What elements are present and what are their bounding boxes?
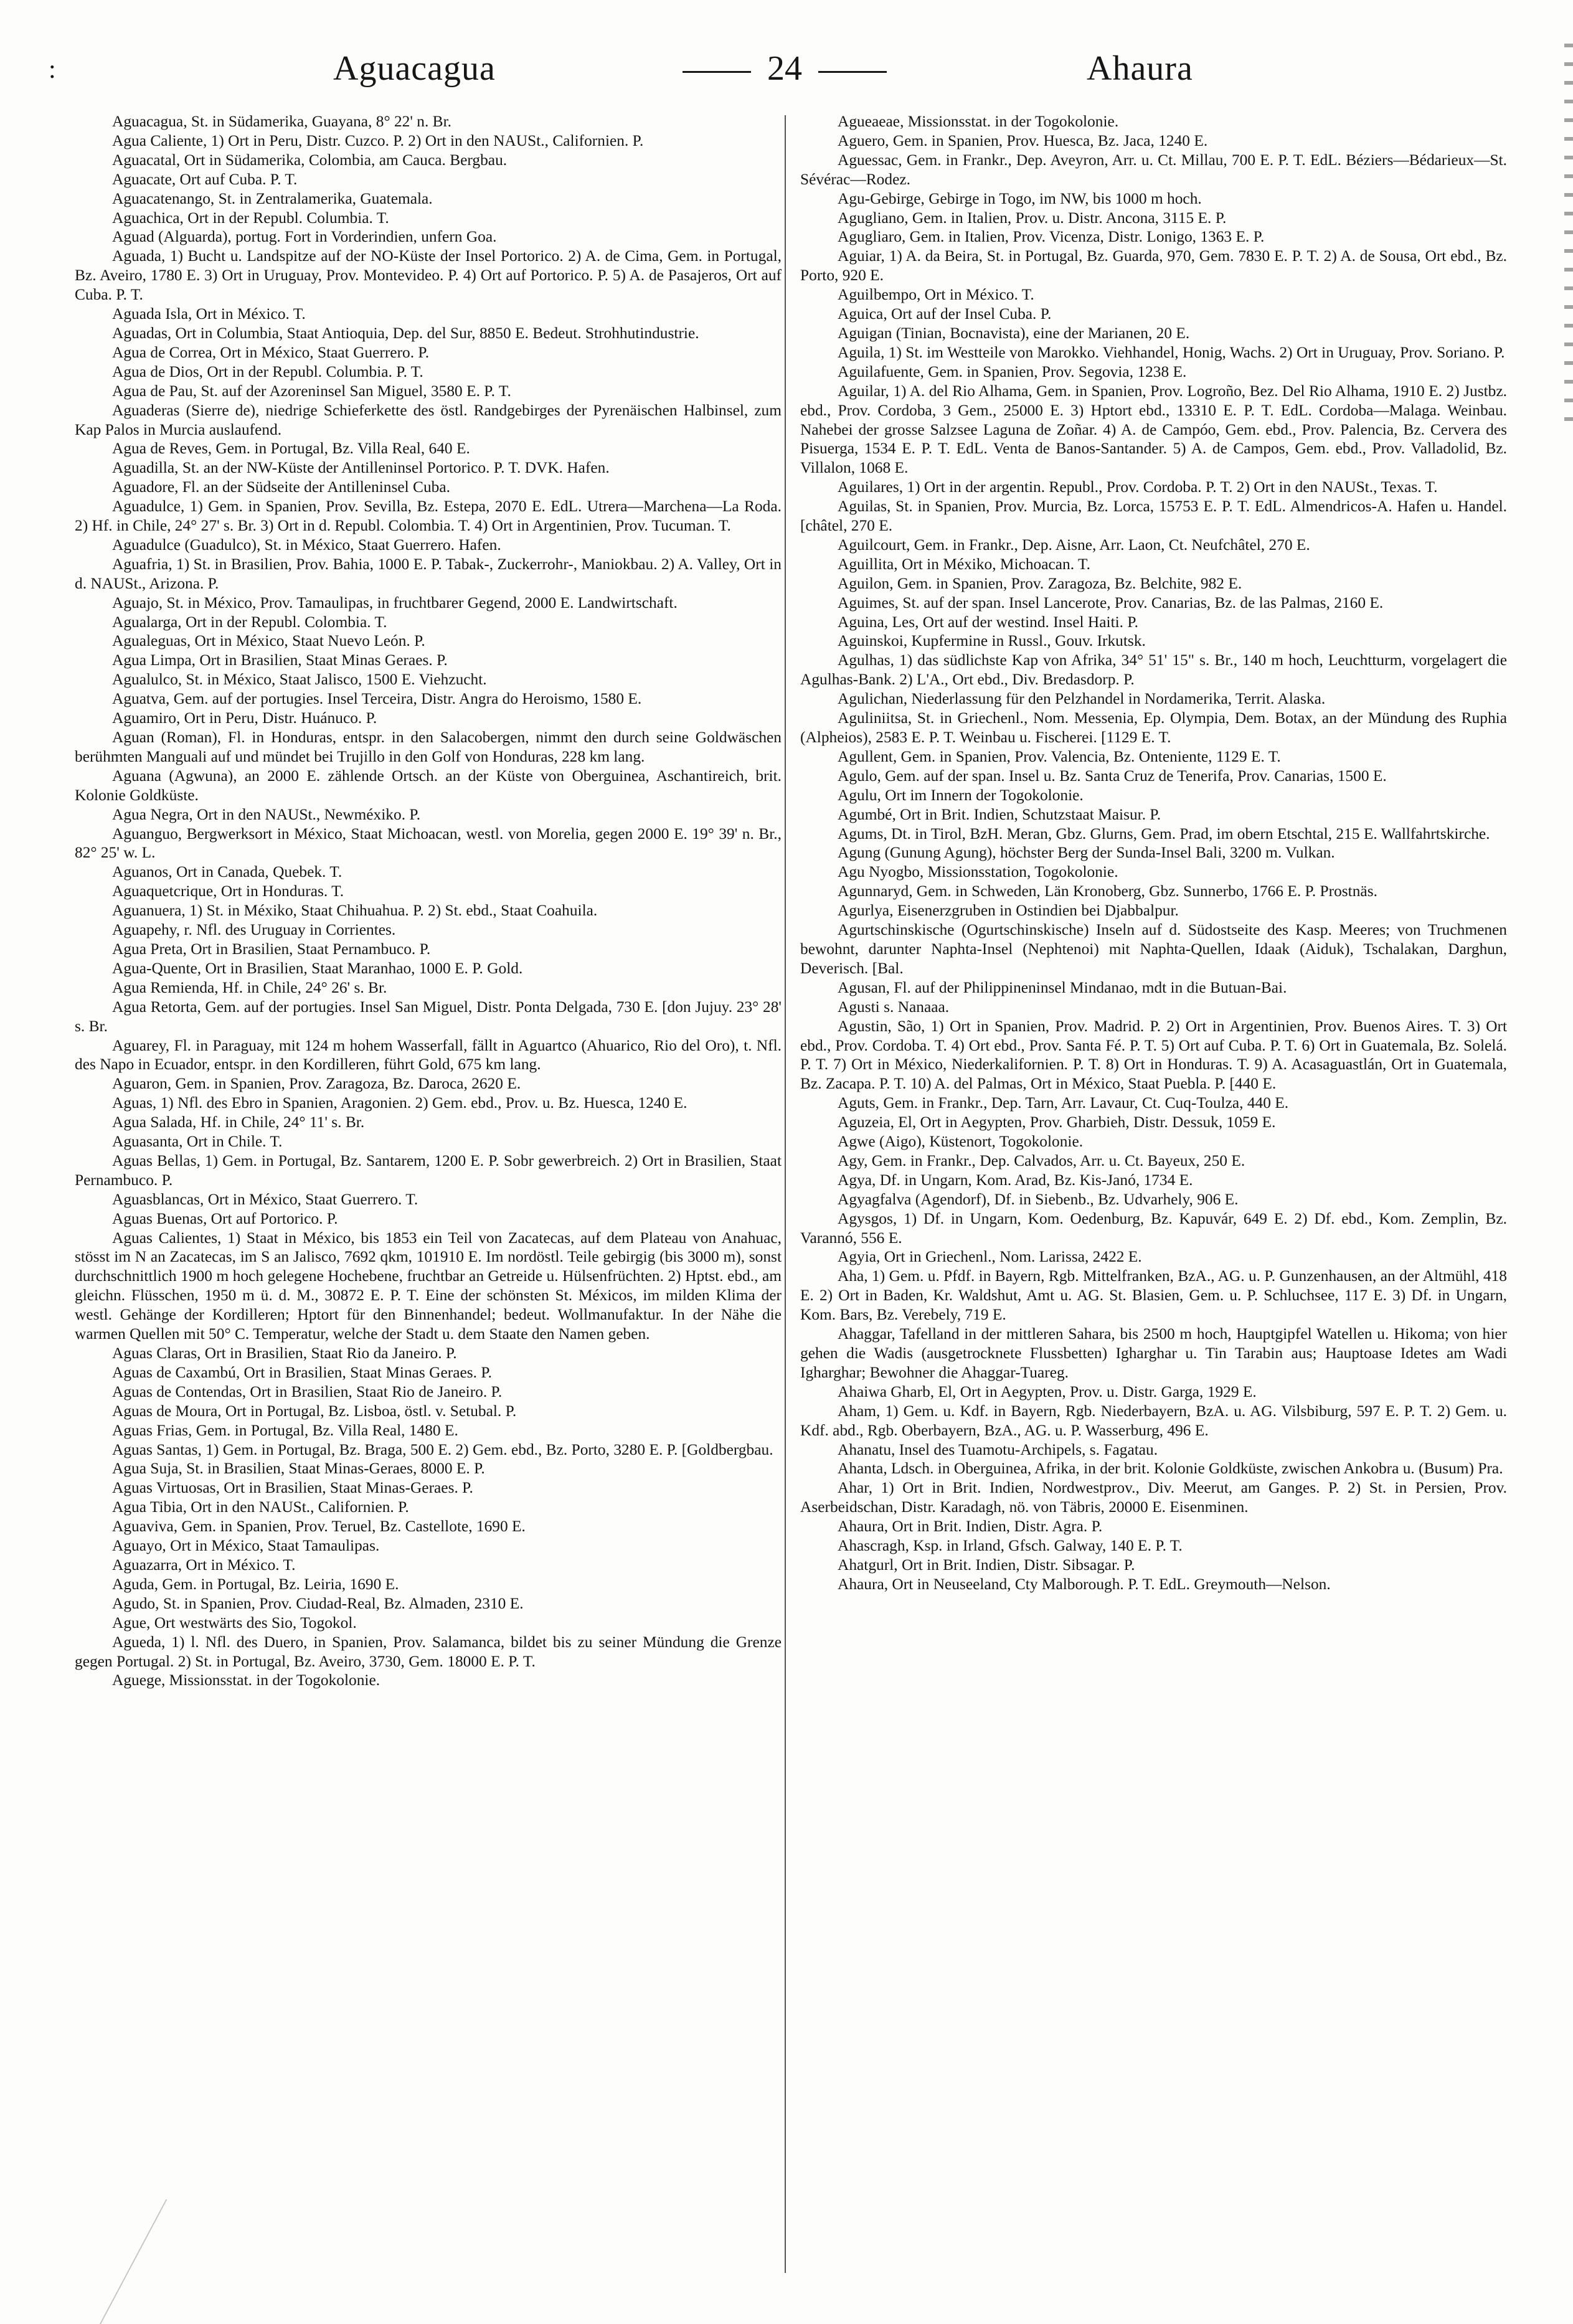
dictionary-entry: Aguas de Contendas, Ort in Brasilien, Staat Rio de Janeiro. P. — [112, 1382, 503, 1401]
dictionary-entry: Aguanos, Ort in Canada, Quebek. T. — [112, 863, 342, 881]
dictionary-entry: Aguila, 1) St. im Westteile von Marokko. Viehhandel, Honig, Wachs. 2) Ort in Uruguay, Prov. Soriano. P. — [838, 343, 1505, 361]
dictionary-entry: Aguillita, Ort in Méxiko, Michoacan. T. — [838, 555, 1090, 573]
dictionary-entry: Agua de Pau, St. auf der Azoreninsel San Miguel, 3580 E. P. T. — [112, 382, 511, 400]
dictionary-entry: Aham, 1) Gem. u. Kdf. in Bayern, Rgb. Niederbayern, BzA. u. AG. Vilsbiburg, 597 E. P. T. 2) Gem. u. Kdf. abd., Rgb. Oberbayern, BzA., AG. u. P. Wasserburg, 496 E. — [800, 1402, 1507, 1439]
dictionary-entry: Aguasanta, Ort in Chile. T. — [112, 1133, 283, 1151]
dictionary-entry: Agualulco, St. in México, Staat Jalisco, 1500 E. Viehzucht. — [112, 671, 487, 689]
dictionary-entry: Aguatva, Gem. auf der portugies. Insel Terceira, Distr. Angra do Heroismo, 1580 E. — [112, 690, 642, 708]
dictionary-entry: Aguadas, Ort in Columbia, Staat Antioquia, Dep. del Sur, 8850 E. Bedeut. Strohhutindustrie. — [112, 324, 699, 342]
dictionary-entry: Agustin, São, 1) Ort in Spanien, Prov. Madrid. P. 2) Ort in Argentinien, Prov. Buenos Aires. T. 3) Ort ebd., Prov. Cordoba. T. 4) Ort ebd., Prov. Santa Fé. P. T. 5) Ort auf Cuba. P. T. 6) Ort in Guatemala, Bz. Solelá. P. T. 7) Ort in México, Niederkalifornien. P. T. 8) Ort in Honduras. T. 9) A. Acasaguastlán, Ort in Guatemala, Bz. Zacapa. P. T. 10) A. del Palmas, Ort in México, Staat Puebla. P. [440 E. — [800, 1017, 1507, 1093]
dictionary-entry: Aguadore, Fl. an der Südseite der Antilleninsel Cuba. — [112, 478, 450, 496]
dictionary-entry: Aguaviva, Gem. in Spanien, Prov. Teruel, Bz. Castellote, 1690 E. — [112, 1518, 526, 1536]
dictionary-entry: Aguda, Gem. in Portugal, Bz. Leiria, 1690 E. — [112, 1575, 399, 1593]
dictionary-entry: Aguas, 1) Nfl. des Ebro in Spanien, Aragonien. 2) Gem. ebd., Prov. u. Bz. Huesca, 1240 E. — [112, 1094, 687, 1112]
dictionary-entry: Agu-Gebirge, Gebirge in Togo, im NW, bis 1000 m hoch. — [838, 189, 1202, 207]
dictionary-entry: Ahascragh, Ksp. in Irland, Gfsch. Galway, 140 E. P. T. — [838, 1537, 1183, 1555]
dictionary-entry: Aguts, Gem. in Frankr., Dep. Tarn, Arr. Lavaur, Ct. Cuq-Toulza, 440 E. — [838, 1094, 1289, 1112]
dictionary-entry: Agua de Correa, Ort in México, Staat Guerrero. P. — [112, 343, 430, 361]
page-edge-shadow — [1564, 44, 1573, 430]
dictionary-entry: Aguessac, Gem. in Frankr., Dep. Aveyron, Arr. u. Ct. Millau, 700 E. P. T. EdL. Béziers—Bédarieux—St. Sévérac—Rodez. — [800, 151, 1507, 188]
right-column — [800, 112, 1507, 1594]
dictionary-entry: Aguadulce (Guadulco), St. in México, Staat Guerrero. Hafen. — [112, 536, 501, 554]
dictionary-entry: Agusti s. Nanaaa. — [838, 998, 950, 1016]
dictionary-entry: Agurlya, Eisenerzgruben in Ostindien bei Djabbalpur. — [838, 902, 1179, 920]
dictionary-entry: Aguilares, 1) Ort in der argentin. Republ., Prov. Cordoba. P. T. 2) Ort in den NAUSt., Texas. T. — [838, 478, 1438, 496]
dictionary-entry: Agullent, Gem. in Spanien, Prov. Valencia, Bz. Onteniente, 1129 E. T. — [838, 747, 1281, 765]
dictionary-entry: Agulo, Gem. auf der span. Insel u. Bz. Santa Cruz de Tenerifa, Prov. Canarias, 1500 E. — [838, 767, 1387, 785]
dictionary-entry: Aguimes, St. auf der span. Insel Lancerote, Prov. Canarias, Bz. de las Palmas, 2160 E. — [838, 593, 1384, 612]
dictionary-entry: Agumbé, Ort in Brit. Indien, Schutzstaat Maisur. P. — [838, 805, 1161, 823]
dictionary-entry: Agung (Gunung Agung), höchster Berg der Sunda-Insel Bali, 3200 m. Vulkan. — [838, 844, 1335, 862]
dictionary-entry: Aguada, 1) Bucht u. Landspitze auf der NO-Küste der Insel Portorico. 2) A. de Cima, Gem. in Portugal, Bz. Aveiro, 1780 E. 3) Ort in Uruguay, Prov. Montevideo. P. 4) Ort auf Portorico. P. 5) A. de Pasajeros, Ort auf Cuba. P. T. — [75, 247, 782, 304]
dictionary-entry: Agua Retorta, Gem. auf der portugies. Insel San Miguel, Distr. Ponta Delgada, 730 E. [don Jujuy. 23° 28' s. Br. — [75, 998, 782, 1035]
dictionary-entry: Agulichan, Niederlassung für den Pelzhandel in Nordamerika, Territ. Alaska. — [838, 690, 1326, 708]
header-rule-left — [683, 71, 751, 73]
column-divider — [785, 115, 786, 2273]
dictionary-entry: Aguica, Ort auf der Insel Cuba. P. — [838, 305, 1052, 323]
dictionary-entry: Agua de Dios, Ort in der Republ. Columbia. P. T. — [112, 362, 423, 380]
dictionary-entry: Aguina, Les, Ort auf der westind. Insel Haiti. P. — [838, 613, 1139, 631]
dictionary-entry: Agueda, 1) l. Nfl. des Duero, in Spanien, Prov. Salamanca, bildet bis zu seiner Mündung die Grenze gegen Portugal. 2) St. in Portugal, Bz. Aveiro, 3730, Gem. 18000 E. P. T. — [75, 1633, 782, 1670]
left-column — [75, 112, 782, 1690]
dictionary-entry: Aguiar, 1) A. da Beira, St. in Portugal, Bz. Guarda, 970, Gem. 7830 E. P. T. 2) A. de Sousa, Ort ebd., Bz. Porto, 920 E. — [800, 247, 1507, 285]
dictionary-entry: Aguada Isla, Ort in México. T. — [112, 305, 306, 323]
dictionary-entry: Aguacagua, St. in Südamerika, Guayana, 8° 22' n. Br. — [112, 113, 451, 130]
dictionary-entry: Ahatgurl, Ort in Brit. Indien, Distr. Sibsagar. P. — [838, 1556, 1135, 1574]
dictionary-entry: Aguinskoi, Kupfermine in Russl., Gouv. Irkutsk. — [838, 632, 1146, 650]
dictionary-entry: Agyia, Ort in Griechenl., Nom. Larissa, 2422 E. — [838, 1248, 1142, 1266]
dictionary-entry: Aguas Buenas, Ort auf Portorico. P. — [112, 1209, 338, 1227]
dictionary-entry: Aguaron, Gem. in Spanien, Prov. Zaragoza, Bz. Daroca, 2620 E. — [112, 1075, 521, 1093]
dictionary-entry: Aguas Frias, Gem. in Portugal, Bz. Villa Real, 1480 E. — [112, 1421, 458, 1439]
dictionary-entry: Agwe (Aigo), Küstenort, Togokolonie. — [838, 1133, 1084, 1151]
dictionary-entry: Ahaggar, Tafelland in der mittleren Sahara, bis 2500 m hoch, Hauptgipfel Watellen u. Hikoma; von hier gehen die Wadis (ausgetrocknete Flussbetten) Igharghar u. Tin Tarabin aus; Hauptoase Idetes am Wadi Igharghar; Bewohner die Ahaggar-Tuareg. — [800, 1325, 1507, 1381]
dictionary-entry: Agums, Dt. in Tirol, BzH. Meran, Gbz. Glurns, Gem. Prad, im obern Etschtal, 215 E. Wallfahrtskirche. — [838, 824, 1490, 843]
dictionary-entry: Aguilbempo, Ort in México. T. — [838, 286, 1034, 304]
running-head-first-entry: Aguacagua — [333, 49, 496, 88]
dictionary-entry: Ahar, 1) Ort in Brit. Indien, Nordwestprov., Div. Meerut, am Ganges. P. 2) St. in Persien, Prov. Aserbeidschan, Distr. Karadagh, nö. von Täbris, 20000 E. Eisenminen. — [800, 1479, 1507, 1516]
dictionary-entry: Agueaeae, Missionsstat. in der Togokolonie. — [838, 113, 1119, 130]
dictionary-entry: Agulhas, 1) das südlichste Kap von Afrika, 34° 51' 15" s. Br., 140 m hoch, Leuchtturm, vorgelagert die Agulhas-Bank. 2) L'A., Ort ebd., Div. Bredasdorp. P. — [800, 651, 1507, 689]
dictionary-entry: Aguzeia, El, Ort in Aegypten, Prov. Gharbieh, Distr. Dessuk, 1059 E. — [838, 1113, 1276, 1131]
dictionary-entry: Aguas Bellas, 1) Gem. in Portugal, Bz. Santarem, 1200 E. P. Sobr gewerbreich. 2) Ort in Brasilien, Staat Pernambuco. P. — [75, 1151, 782, 1189]
page-number: 24 — [767, 49, 802, 88]
dictionary-entry: Aguapehy, r. Nfl. des Uruguay in Corrientes. — [112, 921, 396, 939]
dictionary-entry: Aguad (Alguarda), portug. Fort in Vorderindien, unfern Goa. — [112, 228, 497, 246]
dictionary-entry: Aguarey, Fl. in Paraguay, mit 124 m hohem Wasserfall, fällt in Aguartco (Ahuarico, Rio del Oro), t. Nfl. des Napo in Ecuador, entspr. in den Kordilleren, führt Gold, 675 km lang. — [75, 1036, 782, 1074]
dictionary-entry: Aguanguo, Bergwerksort in México, Staat Michoacan, westl. von Morelia, gegen 2000 E. 19° 39' n. Br., 82° 25' w. L. — [75, 824, 782, 862]
page-number-block — [660, 49, 909, 88]
dictionary-entry: Agua Limpa, Ort in Brasilien, Staat Minas Geraes. P. — [112, 651, 448, 669]
dictionary-entry: Aha, 1) Gem. u. Pfdf. in Bayern, Rgb. Mittelfranken, BzA., AG. u. P. Gunzenhausen, an der Altmühl, 418 E. 2) Ort in Baden, Kr. Waldshut, Amt u. AG. St. Blasien, Gem. u. P. Schluchsee, 117 E. 3) Df. in Ungarn, Kom. Bars, Bz. Verebely, 719 E. — [800, 1267, 1507, 1324]
dictionary-entry: Aguilcourt, Gem. in Frankr., Dep. Aisne, Arr. Laon, Ct. Neufchâtel, 270 E. — [838, 536, 1310, 554]
dictionary-entry: Agy, Gem. in Frankr., Dep. Calvados, Arr. u. Ct. Bayeux, 250 E. — [838, 1151, 1245, 1169]
dictionary-entry: Agya, Df. in Ungarn, Kom. Arad, Bz. Kis-Janó, 1734 E. — [838, 1171, 1193, 1189]
dictionary-entry: Aguacatal, Ort in Südamerika, Colombia, am Cauca. Bergbau. — [112, 151, 508, 169]
dictionary-entry: Aguanuera, 1) St. in Méxiko, Staat Chihuahua. P. 2) St. ebd., Staat Coahuila. — [112, 902, 598, 920]
dictionary-entry: Agulu, Ort im Innern der Togokolonie. — [838, 786, 1084, 804]
dictionary-entry: Aguas Calientes, 1) Staat in México, bis 1853 ein Teil von Zacatecas, auf dem Plateau von Anahuac, stösst im N an Zacatecas, im S an Jalisco, 7692 qkm, 101910 E. Im nordöstl. Teile gebirgig (bis 3000 m), sonst durchschnittlich 1900 m hoch gelegene Hochebene, fruchtbar an Getreide u. Hülsenfrüchten. 2) Hptst. ebd., am gleichn. Flüsschen, 1950 m ü. d. M., 30872 E. P. T. Eine der schönsten St. Méxicos, im milden Klima der westl. Gehänge der Kordilleren; Hptort für den Binnenhandel; bedeut. Wollmanufaktur. In der Nähe die warmen Quellen mit 50° C. Temperatur, welche der Stadt u. dem Staate den Namen geben. — [75, 1229, 782, 1343]
dictionary-entry: Agunnaryd, Gem. in Schweden, Län Kronoberg, Gbz. Sunnerbo, 1766 E. P. Prostnäs. — [838, 882, 1377, 900]
dictionary-entry: Ahaura, Ort in Brit. Indien, Distr. Agra. P. — [838, 1518, 1103, 1536]
dictionary-entry: Aguacatenango, St. in Zentralamerika, Guatemala. — [112, 189, 433, 207]
dictionary-entry: Aguajo, St. in México, Prov. Tamaulipas, in fruchtbarer Gegend, 2000 E. Landwirtschaft. — [112, 593, 678, 612]
page-header — [0, 49, 1573, 98]
margin-mark: : — [49, 55, 56, 84]
dictionary-entry: Agualeguas, Ort in México, Staat Nuevo León. P. — [112, 632, 425, 650]
dictionary-entry: Agurtschinskische (Ogurtschinskische) Inseln auf d. Südostseite des Kasp. Meeres; von Truchmenen bewohnt, darunter Naphta-Insel (Nephtenoi) mit Naphta-Quellen, Idaak (Aiduk), Tschalakan, Darghun, Deverisch. [Bal. — [800, 921, 1507, 977]
dictionary-entry: Agugliaro, Gem. in Italien, Prov. Vicenza, Distr. Lonigo, 1363 E. P. — [838, 228, 1265, 246]
dictionary-entry: Ahanta, Ldsch. in Oberguinea, Afrika, in der brit. Kolonie Goldküste, zwischen Ankobra u. (Busum) Pra. — [838, 1460, 1503, 1478]
dictionary-entry: Ahaiwa Gharb, El, Ort in Aegypten, Prov. u. Distr. Garga, 1929 E. — [838, 1382, 1257, 1401]
dictionary-entry: Aguadulce, 1) Gem. in Spanien, Prov. Sevilla, Bz. Estepa, 2070 E. EdL. Utrera—Marchena—La Roda. 2) Hf. in Chile, 24° 27' s. Br. 3) Ort in d. Republ. Colombia. T. 4) Ort in Argentinien, Prov. Tucuman. T. — [75, 498, 782, 535]
dictionary-entry: Aguaderas (Sierre de), niedrige Schieferkette des östl. Randgebirges der Pyrenäischen Halbinsel, zum Kap Palos in Murcia auslaufend. — [75, 401, 782, 438]
dictionary-entry: Agua Tibia, Ort in den NAUSt., Californien. P. — [112, 1498, 409, 1516]
dictionary-entry: Aguas Claras, Ort in Brasilien, Staat Rio da Janeiro. P. — [112, 1344, 457, 1362]
dictionary-entry: Aguas de Moura, Ort in Portugal, Bz. Lisboa, östl. v. Setubal. P. — [112, 1402, 517, 1420]
dictionary-entry: Aguamiro, Ort in Peru, Distr. Huánuco. P. — [112, 709, 377, 727]
dictionary-entry: Agyagfalva (Agendorf), Df. in Siebenb., Bz. Udvarhely, 906 E. — [838, 1190, 1239, 1208]
dictionary-entry: Agua Preta, Ort in Brasilien, Staat Pernambuco. P. — [112, 940, 431, 958]
dictionary-entry: Agualarga, Ort in der Republ. Colombia. T. — [112, 613, 387, 631]
dictionary-entry: Ahaura, Ort in Neuseeland, Cty Malborough. P. T. EdL. Greymouth—Nelson. — [838, 1575, 1331, 1593]
dictionary-entry: Aguilar, 1) A. del Rio Alhama, Gem. in Spanien, Prov. Logroño, Bez. Del Rio Alhama, 1910 E. 2) Justbz. ebd., Prov. Cordoba, 3 Gem., 25000 E. 3) Hptort ebd., 13310 E. P. T. EdL. Cordoba—Malaga. Weinbau. Nahebei der grosse Salzsee Laguna de Zoñar. 4) A. de Campóo, Gem. ebd., Prov. Palencia, Bz. Cervera des Pisuerga, 1534 E. P. T. EdL. Venta de Banos-Santander. 5) A. de Campos, Gem. ebd., Prov. Valladolid, Bz. Villalon, 1068 E. — [800, 382, 1507, 477]
dictionary-entry: Aguayo, Ort in México, Staat Tamaulipas. — [112, 1537, 380, 1555]
dictionary-entry: Agua-Quente, Ort in Brasilien, Staat Maranhao, 1000 E. P. Gold. — [112, 959, 523, 977]
page-fold-shadow — [0, 2199, 167, 2324]
dictionary-entry: Agugliano, Gem. in Italien, Prov. u. Distr. Ancona, 3115 E. P. — [838, 209, 1227, 227]
running-head-last-entry: Ahaura — [1087, 49, 1193, 88]
dictionary-entry: Aguafria, 1) St. in Brasilien, Prov. Bahia, 1000 E. P. Tabak-, Zuckerrohr-, Maniokbau. 2) A. Valley, Ort in d. NAUSt., Arizona. P. — [75, 555, 782, 592]
dictionary-entry: Agua Salada, Hf. in Chile, 24° 11' s. Br. — [112, 1113, 365, 1131]
dictionary-entry: Aguasblancas, Ort in México, Staat Guerrero. T. — [112, 1190, 418, 1208]
dictionary-entry: Agysgos, 1) Df. in Ungarn, Kom. Oedenburg, Bz. Kapuvár, 649 E. 2) Df. ebd., Kom. Zemplin, Bz. Varannó, 556 E. — [800, 1209, 1507, 1247]
dictionary-entry: Aguliniitsa, St. in Griechenl., Nom. Messenia, Ep. Olympia, Dem. Botax, an der Mündung des Ruphia (Alpheios), 2583 E. P. T. Weinbau u. Fischerei. [1129 E. T. — [800, 709, 1507, 746]
dictionary-entry: Agu Nyogbo, Missionsstation, Togokolonie. — [838, 863, 1118, 881]
dictionary-entry: Agua Remienda, Hf. in Chile, 24° 26' s. Br. — [112, 978, 387, 996]
dictionary-entry: Ague, Ort westwärts des Sio, Togokol. — [112, 1613, 357, 1632]
dictionary-entry: Agua Caliente, 1) Ort in Peru, Distr. Cuzco. P. 2) Ort in den NAUSt., Californien. P. — [112, 131, 644, 149]
dictionary-entry: Agua de Reves, Gem. in Portugal, Bz. Villa Real, 640 E. — [112, 440, 470, 458]
dictionary-entry: Aguege, Missionsstat. in der Togokolonie. — [112, 1671, 380, 1689]
dictionary-entry: Agua Negra, Ort in den NAUSt., Newméxiko. P. — [112, 805, 421, 823]
dictionary-entry: Ahanatu, Insel des Tuamotu-Archipels, s. Fagatau. — [838, 1440, 1158, 1458]
dictionary-entry: Aguachica, Ort in der Republ. Columbia. T. — [112, 209, 389, 227]
dictionary-entry: Aguana (Agwuna), an 2000 E. zählende Ortsch. an der Küste von Oberguinea, Aschantireich, brit. Kolonie Goldküste. — [75, 767, 782, 804]
dictionary-entry: Aguas de Caxambú, Ort in Brasilien, Staat Minas Geraes. P. — [112, 1363, 492, 1381]
dictionary-entry: Aguilon, Gem. in Spanien, Prov. Zaragoza, Bz. Belchite, 982 E. — [838, 574, 1242, 592]
dictionary-entry: Aguilas, St. in Spanien, Prov. Murcia, Bz. Lorca, 15753 E. P. T. EdL. Almendricos-A. Hafen u. Handel. [châtel, 270 E. — [800, 498, 1507, 535]
dictionary-entry: Aguazarra, Ort in México. T. — [112, 1556, 296, 1574]
dictionary-entry: Aguas Virtuosas, Ort in Brasilien, Staat Minas-Geraes. P. — [112, 1479, 473, 1497]
dictionary-entry: Aguas Santas, 1) Gem. in Portugal, Bz. Braga, 500 E. 2) Gem. ebd., Bz. Porto, 3280 E. P. [Goldbergbau. — [112, 1440, 773, 1458]
header-rule-right — [818, 71, 887, 73]
dictionary-entry: Aguilafuente, Gem. in Spanien, Prov. Segovia, 1238 E. — [838, 362, 1187, 380]
dictionary-entry: Aguan (Roman), Fl. in Honduras, entspr. in den Salacobergen, nimmt den durch seine Goldwäschen berühmten Manguali auf und mündet bei Trujillo in den Golf von Honduras, 228 km lang. — [75, 729, 782, 765]
dictionary-entry: Aguigan (Tinian, Bocnavista), eine der Marianen, 20 E. — [838, 324, 1190, 342]
dictionary-entry: Agua Suja, St. in Brasilien, Staat Minas-Geraes, 8000 E. P. — [112, 1460, 485, 1478]
dictionary-entry: Aguacate, Ort auf Cuba. P. T. — [112, 170, 298, 188]
dictionary-entry: Aguaquetcrique, Ort in Honduras. T. — [112, 882, 344, 900]
dictionary-entry: Agusan, Fl. auf der Philippineninsel Mindanao, mdt in die Butuan-Bai. — [838, 978, 1287, 996]
dictionary-entry: Aguadilla, St. an der NW-Küste der Antilleninsel Portorico. P. T. DVK. Hafen. — [112, 459, 610, 477]
dictionary-entry: Agudo, St. in Spanien, Prov. Ciudad-Real, Bz. Almaden, 2310 E. — [112, 1594, 524, 1612]
dictionary-entry: Aguero, Gem. in Spanien, Prov. Huesca, Bz. Jaca, 1240 E. — [838, 131, 1208, 149]
